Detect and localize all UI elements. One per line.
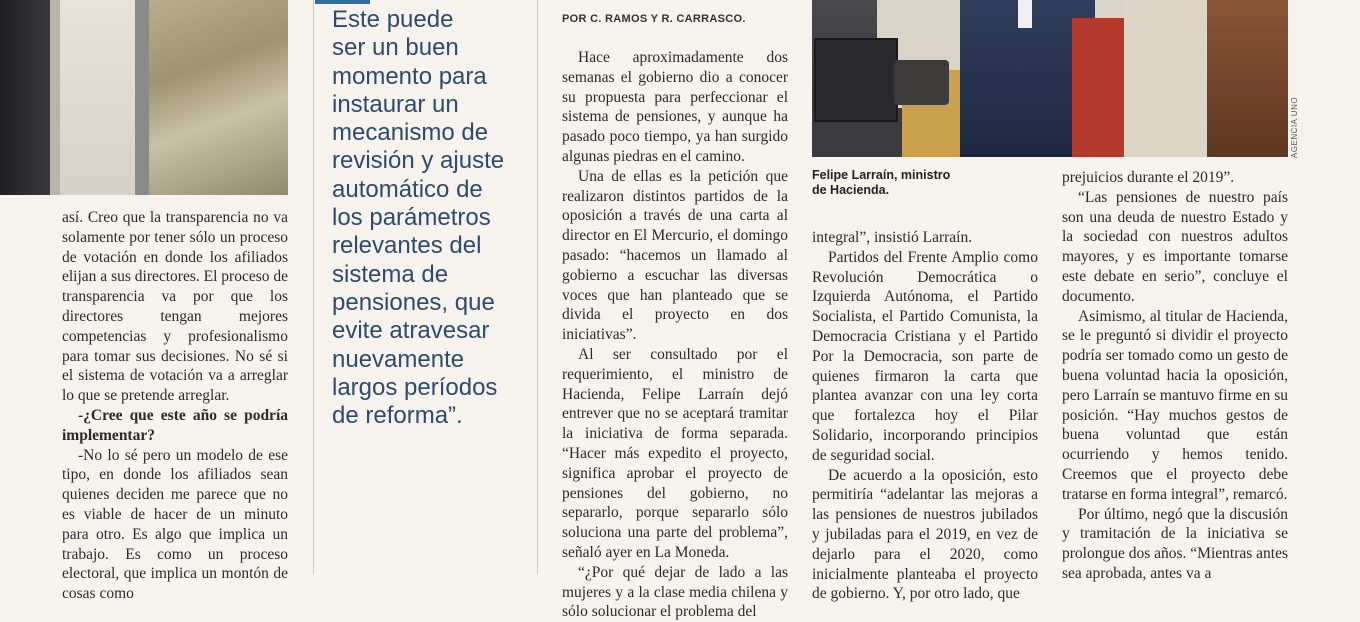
interview-question: -¿Cree que este año se podría implementar? — [62, 406, 288, 444]
interview-column — [62, 208, 288, 604]
byline: POR C. RAMOS Y R. CARRASCO. — [562, 13, 746, 25]
paragraph: Hace aproximadamente dos semanas el gobierno dio a conocer su propuesta para perfeccionar el sistema de pensiones, y aunque ha pasado poco tiempo, ya han surgido algunas piedras en el camino. — [562, 49, 788, 165]
pull-quote: Este puede ser un buen momento para instaurar un mecanismo de revisión y ajuste automático de los parámetros relevantes del sistema de pensiones, que evite atravesar nuevamente largos períodos de reforma”. — [332, 6, 505, 430]
quote-accent-bar — [315, 0, 370, 4]
column-divider — [537, 0, 538, 574]
paragraph: De acuerdo a la oposición, esto permitiría “adelantar las mejoras a las pensiones de nuestros jubilados y jubiladas para el 2019, en vez de dejarlo para el 2020, como inicialmente planteaba el proyecto de gobierno. Y, por otro lado, que — [812, 466, 1038, 603]
paragraph: Una de ellas es la petición que realizaron distintos partidos de la oposición a través de una carta al director en El Mercurio, el domingo pasado: “hacemos un llamado al gobierno a escuchar las diversas voces que han planteado que se divida el proyecto en dos iniciativas”. — [562, 167, 788, 344]
paragraph: así. Creo que la transparencia no va solamente por tener sólo un proceso de votación en donde los afiliados elijan a sus directores. El proceso de transparencia va por que los directores tengan mejores competencias y profesionalismo para tomar sus decisiones. No sé si el sistema de votación va a arreglar lo que se pretende arreglar. — [62, 209, 288, 405]
paragraph: Partidos del Frente Amplio como Revolución Democrática o Izquierda Autónoma, el Partido Socialista, el Partido Comunista, la Democracia Cristiana y el Partido Por la Democracia, son parte de quienes firmaron la carta que plantea avanzar con una ley corta que fortalezca hoy el Pilar Solidario, incorporando principios de seguridad social. — [812, 248, 1038, 464]
paragraph: Al ser consultado por el requerimiento, el ministro de Hacienda, Felipe Larraín dejó entrever que no se aceptará tramitar la iniciativa de forma separada. “Hacer más expedito el proyecto, significa aprobar el proyecto de pensiones del gobierno, no separarlo, porque separarlo sólo soluciona una parte del problema”, señaló ayer en La Moneda. — [562, 345, 788, 561]
column-divider — [313, 0, 314, 574]
interview-answer: -No lo sé pero un modelo de ese tipo, en donde los afiliados sean quienes deciden me parece que no es viable de hacer de un minuto para otro. Es algo que implica un trabajo. Es como un proceso electoral, que implica un montón de cosas como — [62, 446, 288, 603]
paragraph: prejuicios durante el 2019”. — [1062, 169, 1235, 186]
photo-caption: Felipe Larraín, ministro de Hacienda. — [812, 168, 951, 197]
article-column-3 — [1062, 168, 1288, 584]
minister-photo — [812, 0, 1288, 157]
photo-credit: AGENCIA UNO — [1290, 96, 1299, 158]
paragraph: Por último, negó que la discusión y tramitación de la iniciativa se prolongue dos años. “Mientras antes sea aprobada, antes va a — [1062, 505, 1288, 582]
interview-photo — [0, 0, 288, 195]
paragraph: integral”, insistió Larraín. — [812, 229, 973, 246]
article-column-1 — [562, 48, 788, 622]
paragraph: Asimismo, al titular de Hacienda, se le preguntó si dividir el proyecto podría ser tomado como un gesto de buena voluntad hacia la oposición, pero Larraín se mantuvo firme en su posición. “Hay muchos gestos de buena voluntad que están ocurriendo y hemos tenido. Creemos que el proyecto debe tratarse en forma integral”, remarcó. — [1062, 307, 1288, 503]
paragraph: “Las pensiones de nuestro país son una deuda de nuestro Estado y la sociedad con nuestros adultos mayores, y es importante tomarse este debate en serio”, concluye el documento. — [1062, 188, 1288, 305]
article-column-2 — [812, 228, 1038, 604]
paragraph: “¿Por qué dejar de lado a las mujeres y a la clase media chilena y sólo solucionar el problema del — [562, 563, 788, 621]
